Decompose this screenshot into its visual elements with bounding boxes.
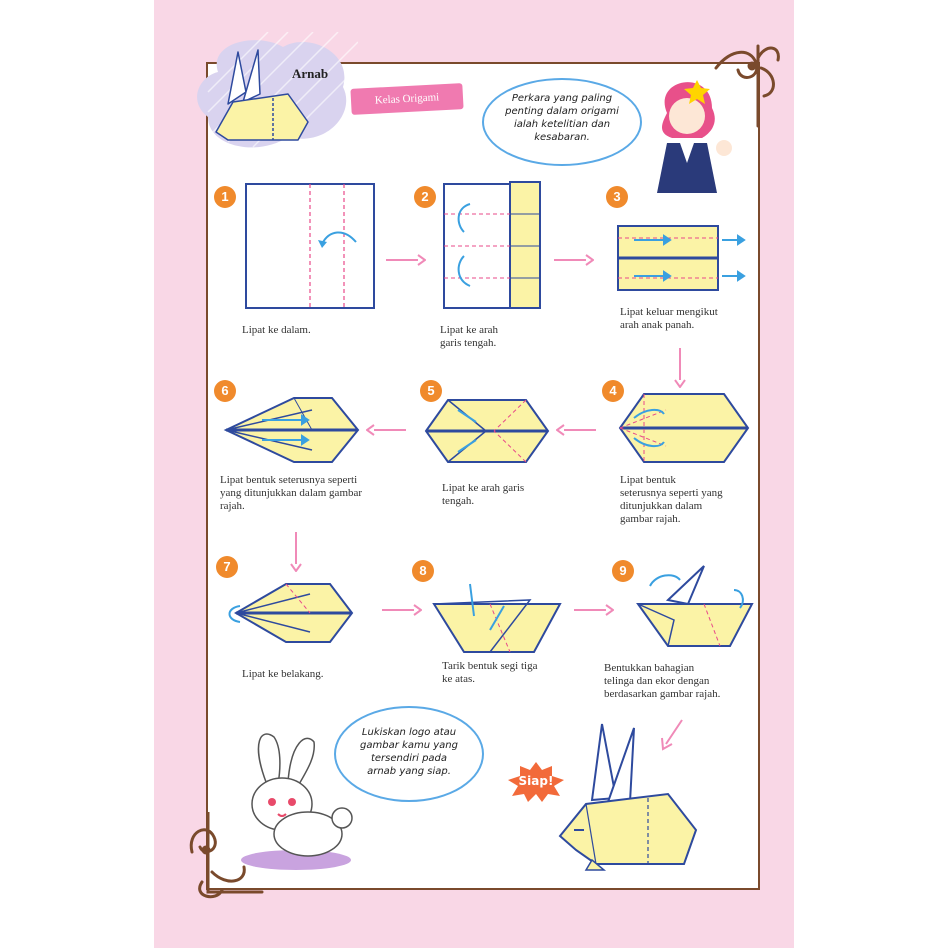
step-9-caption: Bentukkan bahagian telinga dan ekor dengan berdasarkan gambar rajah. <box>604 662 721 700</box>
step-9-diagram <box>634 560 758 650</box>
step-5-diagram <box>422 396 552 466</box>
header-cloud-badge <box>188 32 358 162</box>
frame-bottom <box>206 888 760 890</box>
step-6-diagram <box>222 392 362 468</box>
done-badge-label: Siap! <box>518 774 554 788</box>
step-3-diagram <box>604 218 754 298</box>
arrow-3-to-4-icon <box>672 346 688 388</box>
step-4-diagram <box>616 390 752 466</box>
arrow-2-to-3-icon <box>552 252 594 268</box>
step-7-caption: Lipat ke belakang. <box>242 668 324 680</box>
step-8-diagram <box>430 580 566 656</box>
frame-left <box>206 62 208 890</box>
step-3-number: 3 <box>606 186 628 208</box>
girl-character-icon <box>642 68 742 198</box>
instruction-page <box>206 62 760 890</box>
step-1-number: 1 <box>214 186 236 208</box>
step-8-number: 8 <box>412 560 434 582</box>
page-title: Arnab <box>292 66 329 81</box>
step-4-number: 4 <box>602 380 624 402</box>
step-2-diagram <box>442 180 546 314</box>
step-6-caption: Lipat bentuk seterusnya seperti yang ditunjukkan dalam gambar rajah. <box>220 474 363 512</box>
subtitle-label: Kelas Origami <box>350 83 463 115</box>
step-4-caption: Lipat bentuk seterusnya seperti yang ditunjukkan dalam gambar rajah. <box>620 474 723 525</box>
tip-bubble: Perkara yang paling penting dalam origami ialah ketelitian dan kesabaran. <box>482 78 642 166</box>
step-1-caption: Lipat ke dalam. <box>242 324 311 336</box>
frame-right <box>758 62 760 890</box>
arrow-7-to-8-icon <box>380 602 422 618</box>
arrow-5-to-6-icon <box>366 422 408 438</box>
step-2-caption: Lipat ke arah garis tengah. <box>440 324 499 349</box>
cartoon-bunny-icon <box>226 722 366 872</box>
arrow-8-to-9-icon <box>572 602 614 618</box>
step-8-caption: Tarik bentuk segi tiga ke atas. <box>442 660 538 685</box>
step-7-diagram <box>226 578 356 648</box>
arrow-4-to-5-icon <box>556 422 598 438</box>
step-1-diagram <box>244 180 378 314</box>
step-9-number: 9 <box>612 560 634 582</box>
step-5-number: 5 <box>420 380 442 402</box>
arrow-1-to-2-icon <box>384 252 426 268</box>
step-6-number: 6 <box>214 380 236 402</box>
step-3-caption: Lipat keluar mengikut arah anak panah. <box>620 306 718 331</box>
step-2-number: 2 <box>414 186 436 208</box>
finished-origami-rabbit-icon <box>556 718 706 878</box>
footer-tip-bubble: Lukiskan logo atau gambar kamu yang tersendiri pada arnab yang siap. <box>334 706 484 802</box>
arrow-6-to-7-icon <box>288 530 304 572</box>
step-7-number: 7 <box>216 556 238 578</box>
step-5-caption: Lipat ke arah garis tengah. <box>442 482 525 507</box>
